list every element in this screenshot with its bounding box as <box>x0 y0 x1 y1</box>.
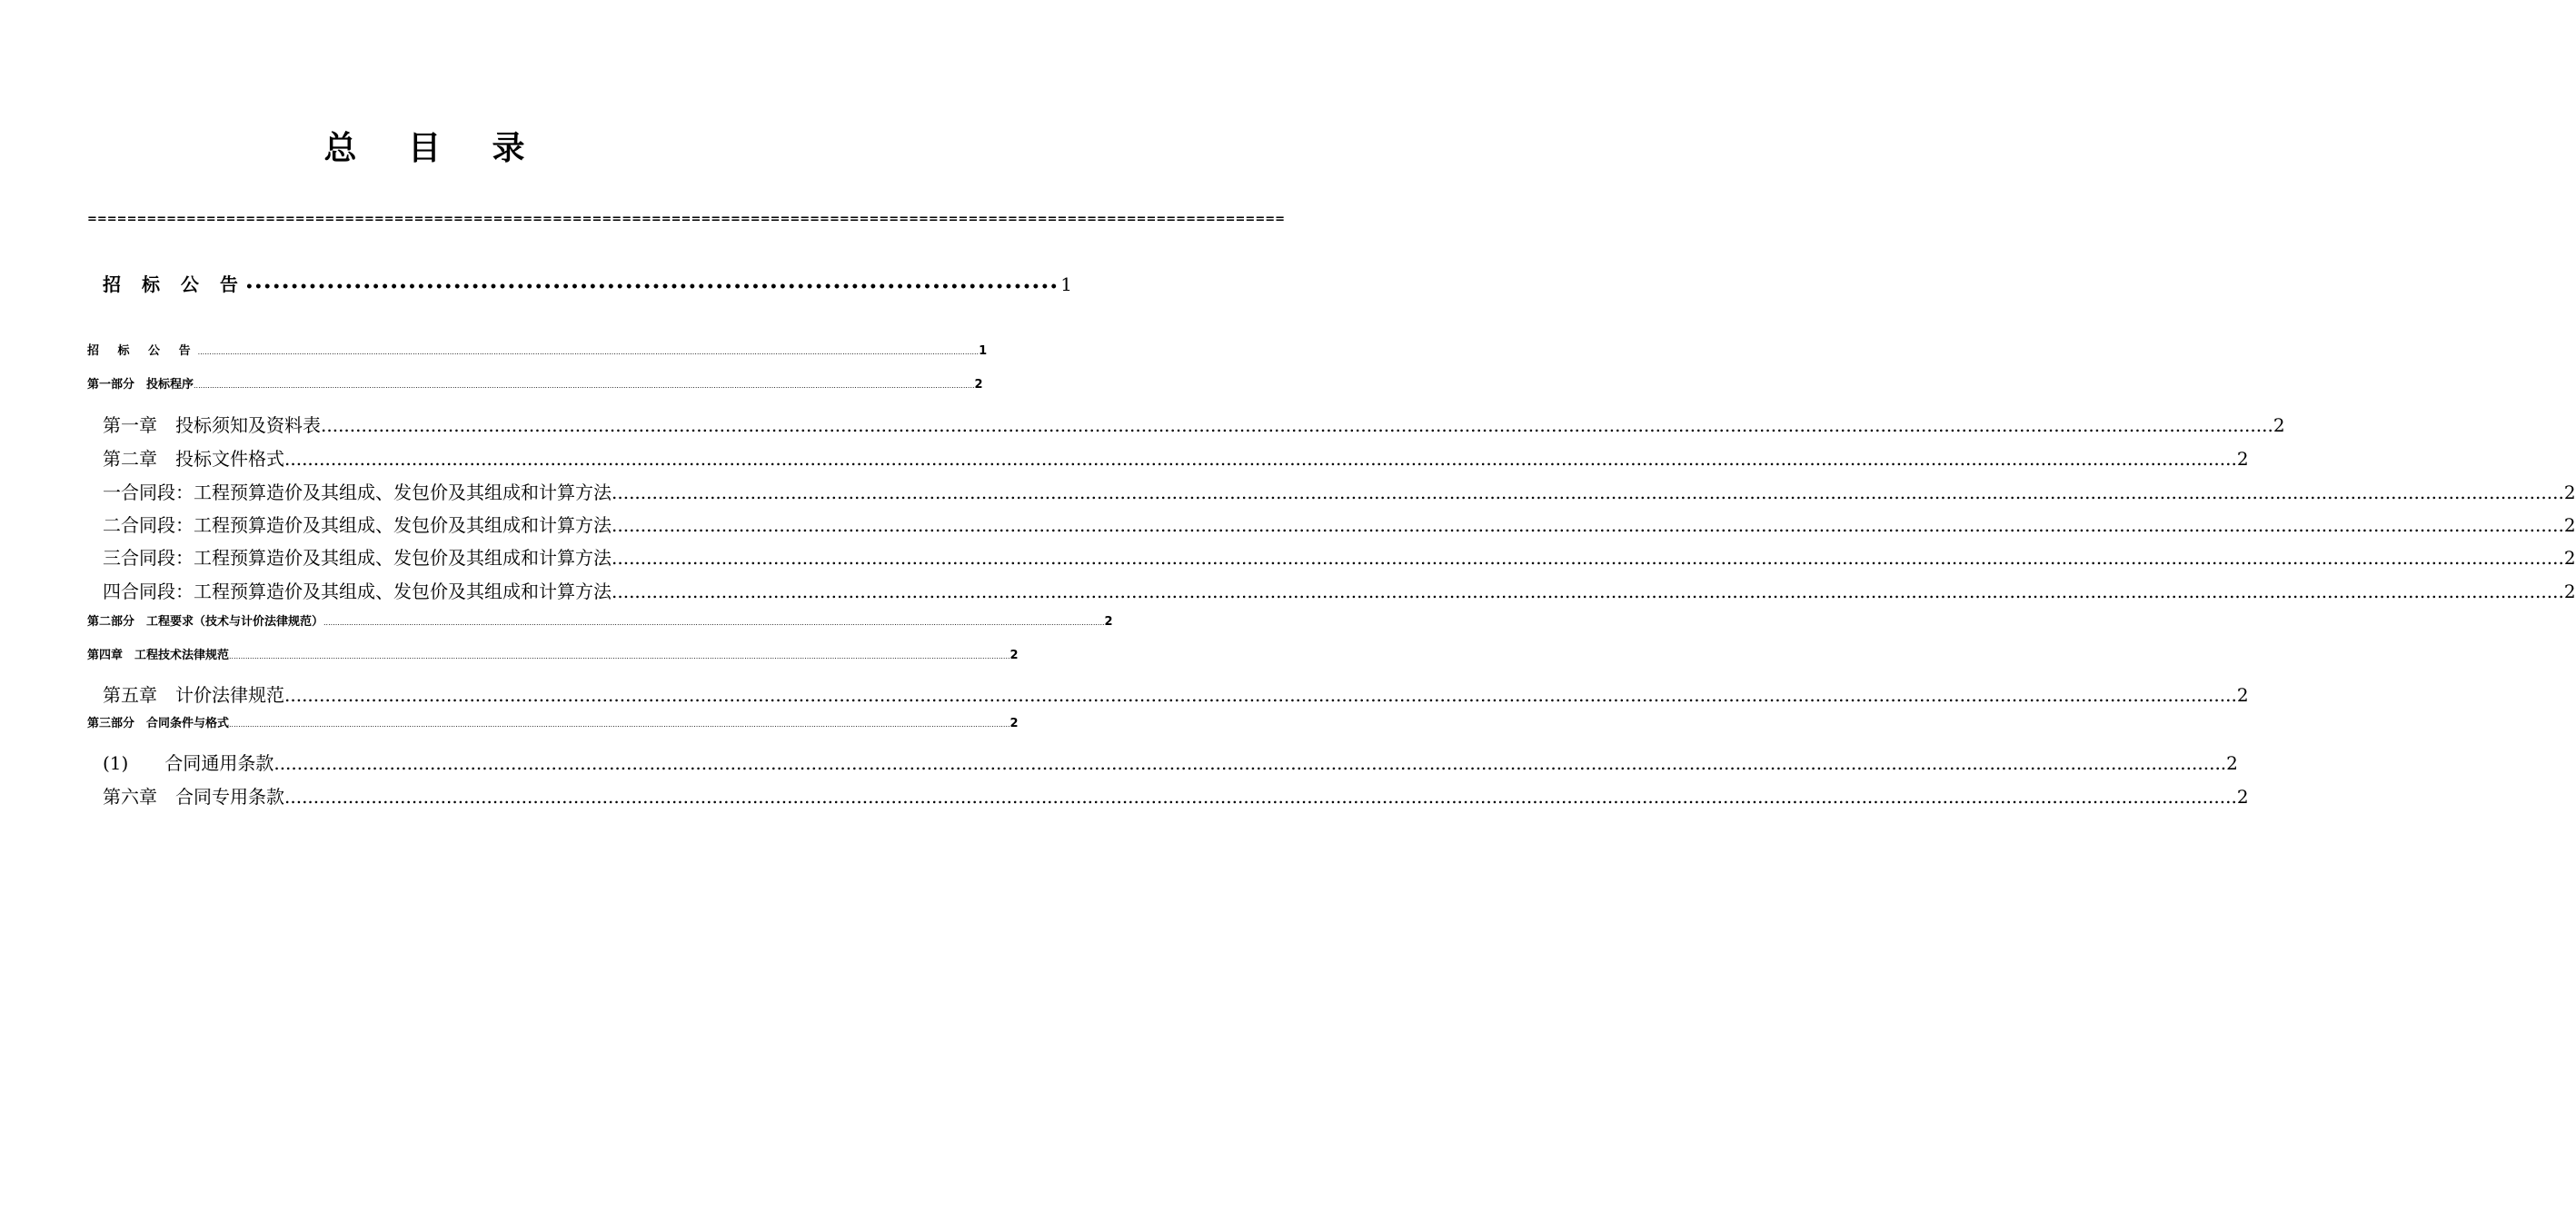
toc-entry-page: 2 <box>2273 414 2285 436</box>
toc-entry[interactable] <box>87 613 1113 632</box>
toc-entry-page: 1 <box>1060 273 1072 295</box>
leader-dots <box>284 444 2237 473</box>
leader-dots <box>284 782 2237 811</box>
separator-line: ========================================================================================================================= <box>87 213 1286 226</box>
toc-entry-label: 第二章 投标文件格式 <box>103 448 284 470</box>
toc-entry-label: 三合同段：工程预算造价及其组成、发包价及其组成和计算方法 <box>103 547 612 569</box>
toc-entry-page: 2 <box>1010 649 1019 662</box>
toc-entry-page: 2 <box>2236 786 2249 808</box>
toc-entry-label: 招 标 公 告 <box>87 344 198 358</box>
leader-dots <box>198 343 980 362</box>
toc-entry[interactable] <box>103 269 1072 303</box>
toc-entry[interactable] <box>103 411 2285 440</box>
toc-entry-label: (1) 合同通用条款 <box>103 752 274 774</box>
toc-entry[interactable] <box>103 749 2238 778</box>
toc-entry-page: 2 <box>2563 547 2576 569</box>
toc-entry-page: 2 <box>974 378 983 392</box>
toc-entry[interactable] <box>87 376 983 395</box>
toc-entry-page: 1 <box>979 344 988 358</box>
leader-dots <box>323 614 1105 632</box>
toc-entry[interactable] <box>103 543 2576 572</box>
toc-entry-page: 2 <box>2563 514 2576 536</box>
leader-dots <box>245 269 1059 303</box>
leader-dots <box>274 749 2226 778</box>
toc-entry-label: 第二部分 工程要求（技术与计价法律规范） <box>87 615 324 629</box>
toc-entry[interactable] <box>87 342 988 362</box>
leader-dots <box>284 680 2237 710</box>
toc-entry-page: 2 <box>1010 717 1019 730</box>
toc-entry-page: 2 <box>2236 448 2249 470</box>
toc-entry-page: 2 <box>2236 684 2249 706</box>
page-title: 总 目 录 <box>323 130 545 167</box>
leader-dots <box>194 377 975 395</box>
toc-entry-label: 第四章 工程技术法律规范 <box>87 649 230 662</box>
toc-entry-page: 2 <box>1104 615 1113 629</box>
toc-entry-label: 招 标 公 告 <box>103 273 245 295</box>
toc-entry[interactable] <box>87 647 1019 666</box>
toc-entry-page: 2 <box>2563 481 2576 503</box>
toc-entry-label: 第五章 计价法律规范 <box>103 684 284 706</box>
leader-dots <box>612 577 2564 606</box>
leader-dots <box>612 543 2564 572</box>
toc-entry[interactable] <box>103 577 2576 606</box>
toc-entry-page: 2 <box>2226 752 2238 774</box>
leader-dots <box>229 716 1010 734</box>
toc-entry-label: 第六章 合同专用条款 <box>103 786 284 808</box>
toc-entry[interactable] <box>103 444 2249 473</box>
toc-entry-label: 一合同段：工程预算造价及其组成、发包价及其组成和计算方法 <box>103 481 612 503</box>
leader-dots <box>612 478 2564 507</box>
toc-entry-label: 第一章 投标须知及资料表 <box>103 414 321 436</box>
leader-dots <box>229 648 1010 666</box>
toc-entry[interactable] <box>103 478 2576 507</box>
toc-entry-label: 四合同段：工程预算造价及其组成、发包价及其组成和计算方法 <box>103 581 612 602</box>
toc-entry[interactable] <box>103 680 2249 710</box>
toc-entry-page: 2 <box>2563 581 2576 602</box>
leader-dots <box>321 411 2273 440</box>
toc-entry[interactable] <box>103 782 2249 811</box>
toc-entry-label: 二合同段：工程预算造价及其组成、发包价及其组成和计算方法 <box>103 514 612 536</box>
toc-entry[interactable] <box>87 715 1019 734</box>
toc-entry-label: 第三部分 合同条件与格式 <box>87 717 230 730</box>
toc-entry-label: 第一部分 投标程序 <box>87 378 194 392</box>
toc-entry[interactable] <box>103 511 2576 540</box>
leader-dots <box>612 511 2564 540</box>
